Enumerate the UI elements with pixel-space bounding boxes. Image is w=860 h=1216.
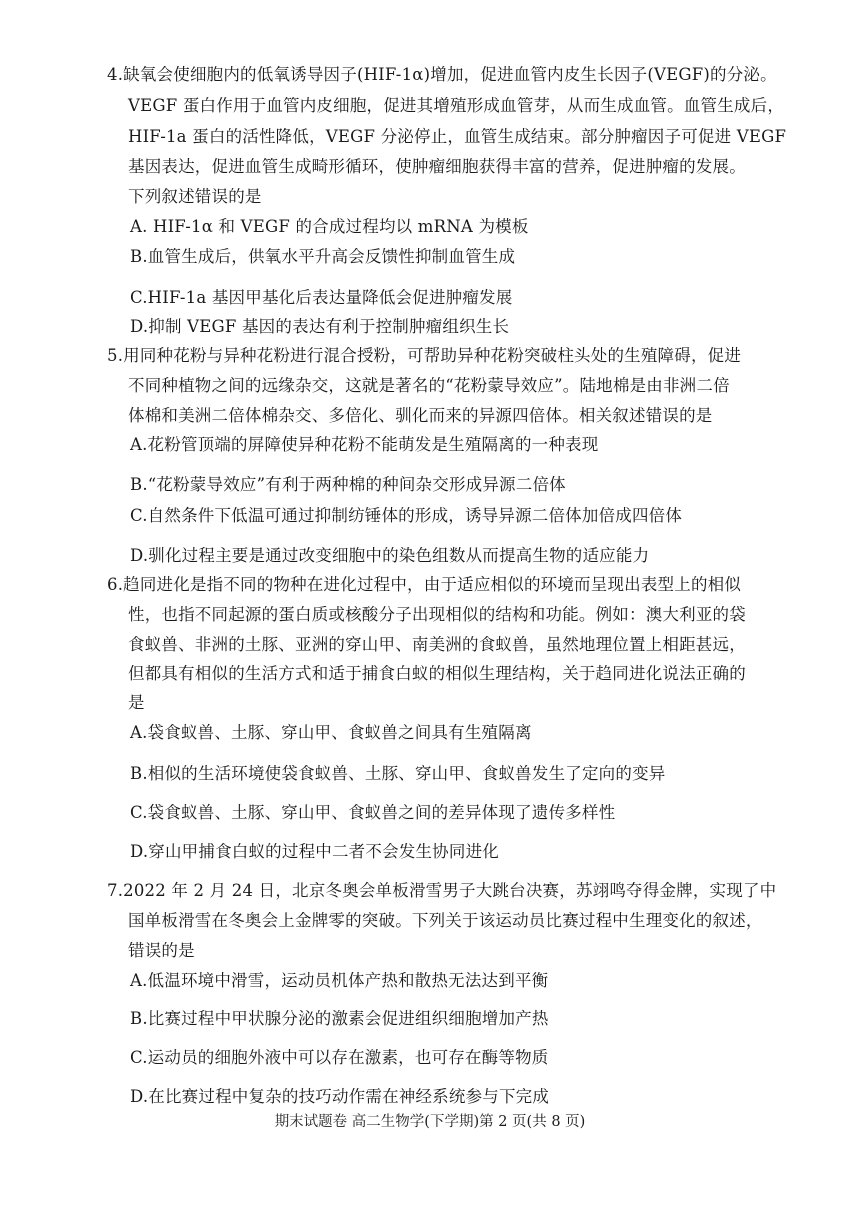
question-5-option-d: D.驯化过程主要是通过改变细胞中的染色组数从而提高生物的适应能力 xyxy=(130,546,650,565)
question-4-line-1: 4.缺氧会使细胞内的低氧诱导因子(HIF-1α)增加，促进血管内皮生长因子(VEGF)的分泌。 xyxy=(107,65,777,84)
question-6-option-b: B.相似的生活环境使袋食蚁兽、土豚、穿山甲、食蚁兽发生了定向的变异 xyxy=(130,764,666,783)
page-footer: 期末试题卷 高二生物学(下学期)第 2 页(共 8 页) xyxy=(274,1114,586,1130)
question-4-line-5: 下列叙述错误的是 xyxy=(128,187,262,206)
question-4-line-3: HIF-1a 蛋白的活性降低，VEGF 分泌停止，血管生成结束。部分肿瘤因子可促进 VEGF xyxy=(128,127,787,146)
question-7-line-3: 错误的是 xyxy=(128,941,195,960)
question-7-option-a: A.低温环境中滑雪，运动员机体产热和散热无法达到平衡 xyxy=(130,971,549,990)
question-7-option-b: B.比赛过程中甲状腺分泌的激素会促进组织细胞增加产热 xyxy=(130,1009,549,1028)
question-7-option-c: C.运动员的细胞外液中可以存在激素，也可存在酶等物质 xyxy=(130,1048,549,1067)
question-6-line-4: 但都具有相似的生活方式和适于捕食白蚁的相似生理结构，关于趋同进化说法正确的 xyxy=(128,664,746,683)
question-5-option-c: C.自然条件下低温可通过抑制纺锤体的形成，诱导异源二倍体加倍成四倍体 xyxy=(130,506,683,525)
question-6-option-d: D.穿山甲捕食白蚁的过程中二者不会发生协同进化 xyxy=(130,842,499,861)
question-6-line-5: 是 xyxy=(128,693,145,712)
question-4-line-4: 基因表达，促进血管生成畸形循环，使肿瘤细胞获得丰富的营养，促进肿瘤的发展。 xyxy=(128,157,746,176)
question-4-line-2: VEGF 蛋白作用于血管内皮细胞，促进其增殖形成血管芽，从而生成血管。血管生成后， xyxy=(128,96,785,115)
question-6-line-1: 6.趋同进化是指不同的物种在进化过程中，由于适应相似的环境而呈现出表型上的相似 xyxy=(107,575,742,594)
question-4-option-c: C.HIF-1a 基因甲基化后表达量降低会促进肿瘤发展 xyxy=(130,288,513,307)
question-7-line-1: 7.2022 年 2 月 24 日，北京冬奥会单板滑雪男子大跳台决赛，苏翊鸣夺得金牌，实现了中 xyxy=(107,881,777,900)
question-4-option-b: B.血管生成后，供氧水平升高会反馈性抑制血管生成 xyxy=(130,247,516,266)
question-6-option-a: A.袋食蚁兽、土豚、穿山甲、食蚁兽之间具有生殖隔离 xyxy=(130,723,532,742)
question-5-line-3: 体棉和美洲二倍体棉杂交、多倍化、驯化而来的异源四倍体。相关叙述错误的是 xyxy=(128,406,713,425)
question-6-line-2: 性，也指不同起源的蛋白质或核酸分子出现相似的结构和功能。例如：澳大利亚的袋 xyxy=(128,605,746,624)
question-5-option-a: A.花粉管顶端的屏障使异种花粉不能萌发是生殖隔离的一种表现 xyxy=(130,435,599,454)
question-5-option-b: B.“花粉蒙导效应”有利于两种棉的种间杂交形成异源二倍体 xyxy=(130,475,566,494)
question-5-line-1: 5.用同种花粉与异种花粉进行混合授粉，可帮助异种花粉突破柱头处的生殖障碍，促进 xyxy=(107,346,742,365)
question-6-option-c: C.袋食蚁兽、土豚、穿山甲、食蚁兽之间的差异体现了遗传多样性 xyxy=(130,803,616,822)
question-6-line-3: 食蚁兽、非洲的土豚、亚洲的穿山甲、南美洲的食蚁兽，虽然地理位置上相距甚远， xyxy=(128,635,746,654)
question-7-option-d: D.在比赛过程中复杂的技巧动作需在神经系统参与下完成 xyxy=(130,1087,550,1106)
question-4-option-a: A. HIF-1α 和 VEGF 的合成过程均以 mRNA 为模板 xyxy=(130,217,529,236)
question-4-option-d: D.抑制 VEGF 基因的表达有利于控制肿瘤组织生长 xyxy=(130,317,510,336)
question-7-line-2: 国单板滑雪在冬奥会上金牌零的突破。下列关于该运动员比赛过程中生理变化的叙述， xyxy=(128,911,763,930)
question-5-line-2: 不同种植物之间的远缘杂交，这就是著名的“花粉蒙导效应”。陆地棉是由非洲二倍 xyxy=(128,376,730,395)
